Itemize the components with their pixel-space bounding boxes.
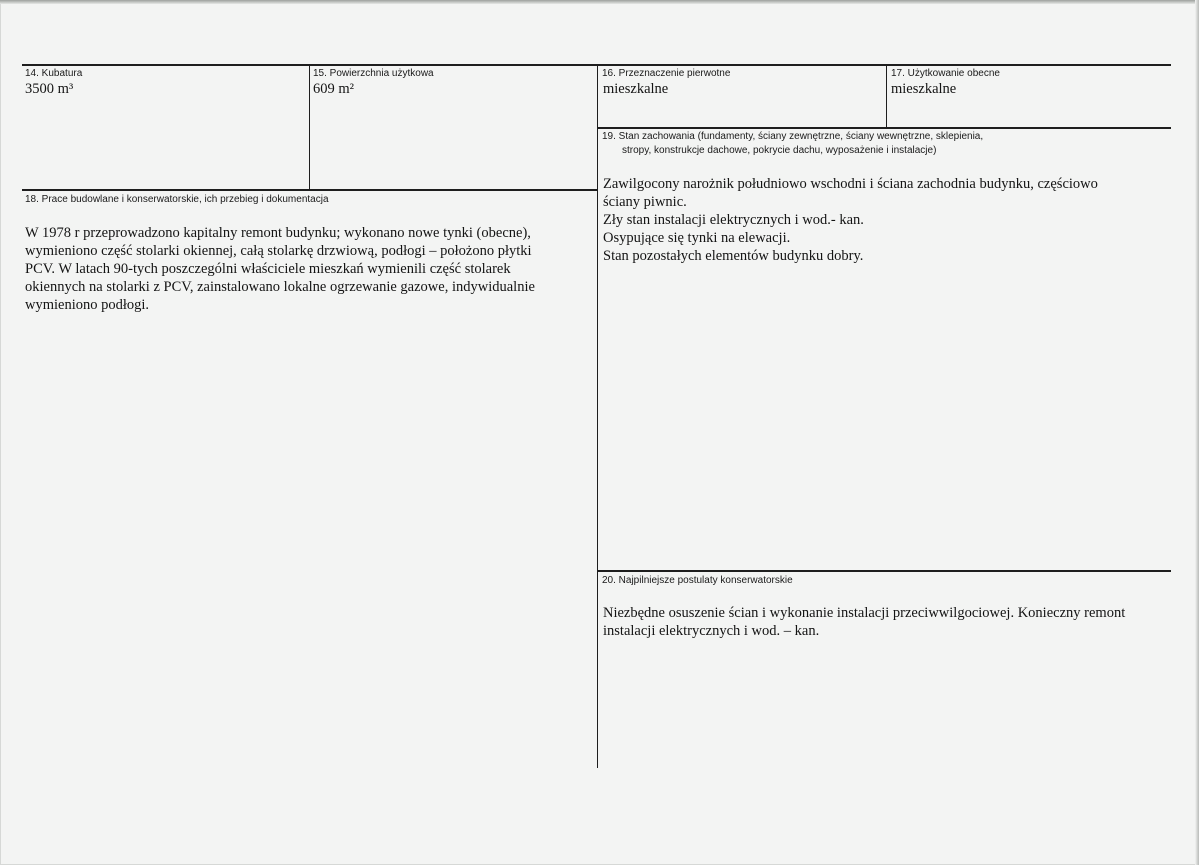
field-18-line: wymieniono część stolarki okiennej, całą stolarkę drzwiową, podłogi – położono płytki	[25, 243, 532, 259]
field-18-line: W 1978 r przeprowadzono kapitalny remont budynku; wykonano nowe tynki (obecne),	[25, 225, 531, 241]
field-20-text	[603, 604, 1125, 640]
field-19-line: Zawilgocony narożnik południowo wschodni i ściana zachodnia budynku, częściowo	[603, 176, 1098, 192]
field-18-text	[25, 224, 535, 314]
scan-edge-right	[1195, 0, 1199, 865]
field-19-line: Zły stan instalacji elektrycznych i wod.- kan.	[603, 212, 864, 228]
divider-center	[597, 64, 598, 768]
field-18-line: PCV. W latach 90-tych poszczególni właściciele mieszkań wymienili część stolarek	[25, 261, 511, 277]
field-15-label: 15. Powierzchnia użytkowa	[313, 68, 434, 79]
field-18-label: 18. Prace budowlane i konserwatorskie, ich przebieg i dokumentacja	[25, 194, 329, 205]
field-18-line: okiennych na stolarki z PCV, zainstalowano lokalne ogrzewanie gazowe, indywidualnie	[25, 279, 535, 295]
field-19-line: Osypujące się tynki na elewacji.	[603, 230, 791, 246]
field-18-line: wymieniono podłogi.	[25, 297, 150, 313]
rule-20-top	[597, 570, 1171, 572]
field-19-text	[603, 175, 1098, 265]
field-20-line: instalacji elektrycznych i wod. – kan.	[603, 623, 820, 639]
divider-16-17	[886, 64, 887, 128]
field-20-line: Niezbędne osuszenie ścian i wykonanie instalacji przeciwwilgociowej. Konieczny remont	[603, 605, 1126, 621]
scan-edge-top	[0, 0, 1199, 4]
rule-19-top	[597, 127, 1171, 129]
field-15-value: 609 m²	[313, 81, 355, 97]
field-14-value: 3500 m³	[25, 81, 74, 97]
field-17-label: 17. Użytkowanie obecne	[891, 68, 1000, 79]
field-19-label-line1: 19. Stan zachowania (fundamenty, ściany zewnętrzne, ściany wewnętrzne, sklepienia,	[602, 131, 984, 142]
field-19-line: Stan pozostałych elementów budynku dobry.	[603, 248, 864, 264]
field-14-label: 14. Kubatura	[25, 68, 83, 79]
field-16-label: 16. Przeznaczenie pierwotne	[602, 68, 731, 79]
field-19-line: ściany piwnic.	[603, 194, 687, 210]
field-16-value: mieszkalne	[603, 81, 669, 97]
field-17-value: mieszkalne	[891, 81, 957, 97]
field-20-label: 20. Najpilniejsze postulaty konserwatorskie	[602, 575, 793, 586]
divider-14-15	[309, 64, 310, 190]
field-19-label-line2: stropy, konstrukcje dachowe, pokrycie dachu, wyposażenie i instalacje)	[622, 145, 937, 156]
rule-18-top	[22, 189, 598, 191]
